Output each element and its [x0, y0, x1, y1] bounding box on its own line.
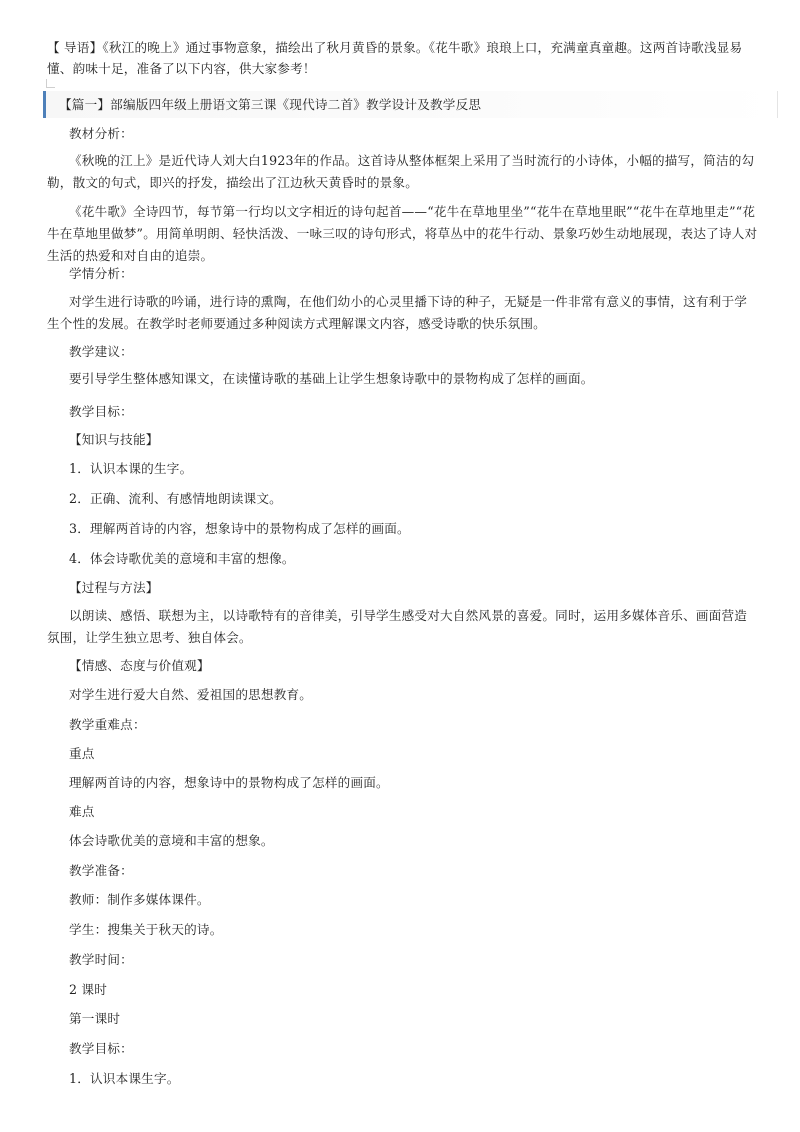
- time-heading: 教学时间：: [69, 952, 133, 967]
- section-title: 【篇一】部编版四年级上册语文第三课《现代诗二首》教学设计及教学反思: [59, 97, 482, 112]
- material-paragraph-2: 《花牛歌》全诗四节，每节第一行均以文字相近的诗句起首——“花牛在草地里坐”“花牛在草地里眠”“花牛在草地里走”“花牛在草地里做梦”。用简单明朗、轻快活泼、一咏三叹的诗句形式，将草丛中的花牛行动、景象巧妙生动地展现，表达了诗人对生活的热爱和对自由的追崇。: [47, 204, 758, 263]
- students-paragraph: 对学生进行诗歌的吟诵，进行诗的熏陶，在他们幼小的心灵里播下诗的种子，无疑是一件非常有意义的事情，这有利于学生个性的发展。在教学时老师要通过多种阅读方式理解课文内容，感受诗歌的快乐氛围。: [47, 294, 748, 331]
- focus-text: 理解两首诗的内容，想象诗中的景物构成了怎样的画面。: [69, 775, 389, 790]
- material-heading: 教材分析：: [69, 126, 133, 141]
- difficulty-text: 体会诗歌优美的意境和丰富的想象。: [69, 833, 274, 848]
- process-paragraph: 以朗读、感悟、联想为主，以诗歌特有的音律美，引导学生感受对大自然风景的喜爱。同时，运用多媒体音乐、画面营造氛围，让学生独立思考、独自体会。: [47, 608, 748, 645]
- section-header-bar: [43, 91, 778, 118]
- preparation-student: 学生：搜集关于秋天的诗。: [69, 922, 223, 937]
- section-bar-edge: [777, 91, 778, 118]
- process-heading: 【过程与方法】: [69, 580, 159, 595]
- attitude-text: 对学生进行爱大自然、爱祖国的思想教育。: [69, 687, 313, 702]
- goal-item: 3．理解两首诗的内容，想象诗中的景物构成了怎样的画面。: [69, 521, 410, 536]
- first-lesson-goal-item: 1．认识本课生字。: [69, 1071, 180, 1086]
- first-lesson-goals-heading: 教学目标：: [69, 1041, 133, 1056]
- suggestion-heading: 教学建议：: [69, 344, 133, 359]
- goal-item: 4．体会诗歌优美的意境和丰富的想像。: [69, 551, 295, 566]
- key-points-heading: 教学重难点：: [69, 717, 146, 732]
- preparation-heading: 教学准备：: [69, 863, 133, 878]
- corner-mark-icon: [46, 79, 55, 88]
- first-lesson-title: 第一课时: [69, 1011, 121, 1026]
- material-paragraph-1: 《秋晚的江上》是近代诗人刘大白1923年的作品。这首诗从整体框架上采用了当时流行的小诗体，小幅的描写，简洁的勾勒，散文的句式，即兴的抒发，描绘出了江边秋天黄昏时的景象。: [47, 153, 755, 190]
- attitude-heading: 【情感、态度与价值观】: [69, 658, 210, 673]
- preparation-teacher: 教师：制作多媒体课件。: [69, 892, 210, 907]
- time-value: 2 课时: [69, 982, 108, 997]
- intro-paragraph: 【 导语】《秋江的晚上》通过事物意象，描绘出了秋月黄昏的景象。《花牛歌》琅琅上口，充满童真童趣。这两首诗歌浅显易懂、韵味十足，准备了以下内容，供大家参考！: [47, 40, 743, 76]
- goal-item: 1．认识本课的生字。: [69, 461, 193, 476]
- goal-item: 2．正确、流利、有感情地朗读课文。: [69, 491, 282, 506]
- difficulty-label: 难点: [69, 804, 95, 819]
- students-heading: 学情分析：: [69, 266, 133, 281]
- suggestion-text: 要引导学生整体感知课文，在读懂诗歌的基础上让学生想象诗歌中的景物构成了怎样的画面。: [69, 371, 594, 386]
- focus-label: 重点: [69, 746, 95, 761]
- goals-heading: 教学目标：: [69, 404, 133, 419]
- knowledge-heading: 【知识与技能】: [69, 432, 159, 447]
